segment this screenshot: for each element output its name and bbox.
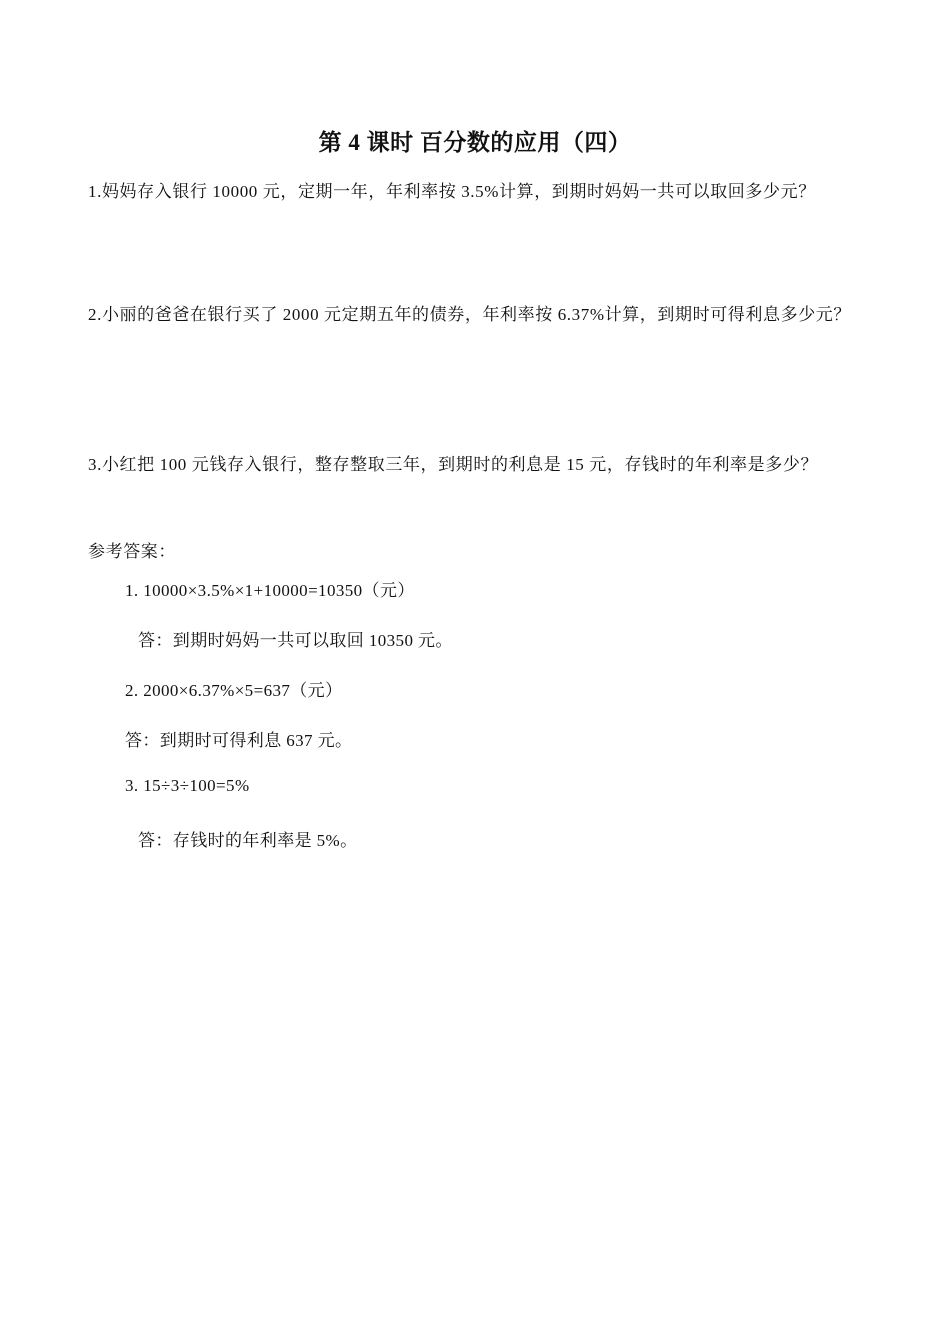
answer-3-reply: 答：存钱时的年利率是 5%。 — [138, 831, 358, 850]
answer-2-formula: 2. 2000×6.37%×5=637（元） — [125, 681, 343, 700]
question-3: 3.小红把 100 元钱存入银行，整存整取三年，到期时的利息是 15 元，存钱时的年利率是多少？ — [88, 455, 819, 474]
question-2: 2.小丽的爸爸在银行买了 2000 元定期五年的债券，年利率按 6.37%计算，到期时可得利息多少元？ — [88, 305, 852, 324]
question-1: 1.妈妈存入银行 10000 元，定期一年，年利率按 3.5%计算，到期时妈妈一共可以取回多少元？ — [88, 182, 816, 201]
answer-3-formula: 3. 15÷3÷100=5% — [125, 776, 250, 795]
answer-2-reply: 答：到期时可得利息 637 元。 — [125, 731, 353, 750]
answers-heading: 参考答案： — [88, 542, 176, 561]
page-title: 第 4 课时 百分数的应用（四） — [318, 130, 632, 155]
answer-1-reply: 答：到期时妈妈一共可以取回 10350 元。 — [138, 631, 453, 650]
answer-1-formula: 1. 10000×3.5%×1+10000=10350（元） — [125, 581, 415, 600]
